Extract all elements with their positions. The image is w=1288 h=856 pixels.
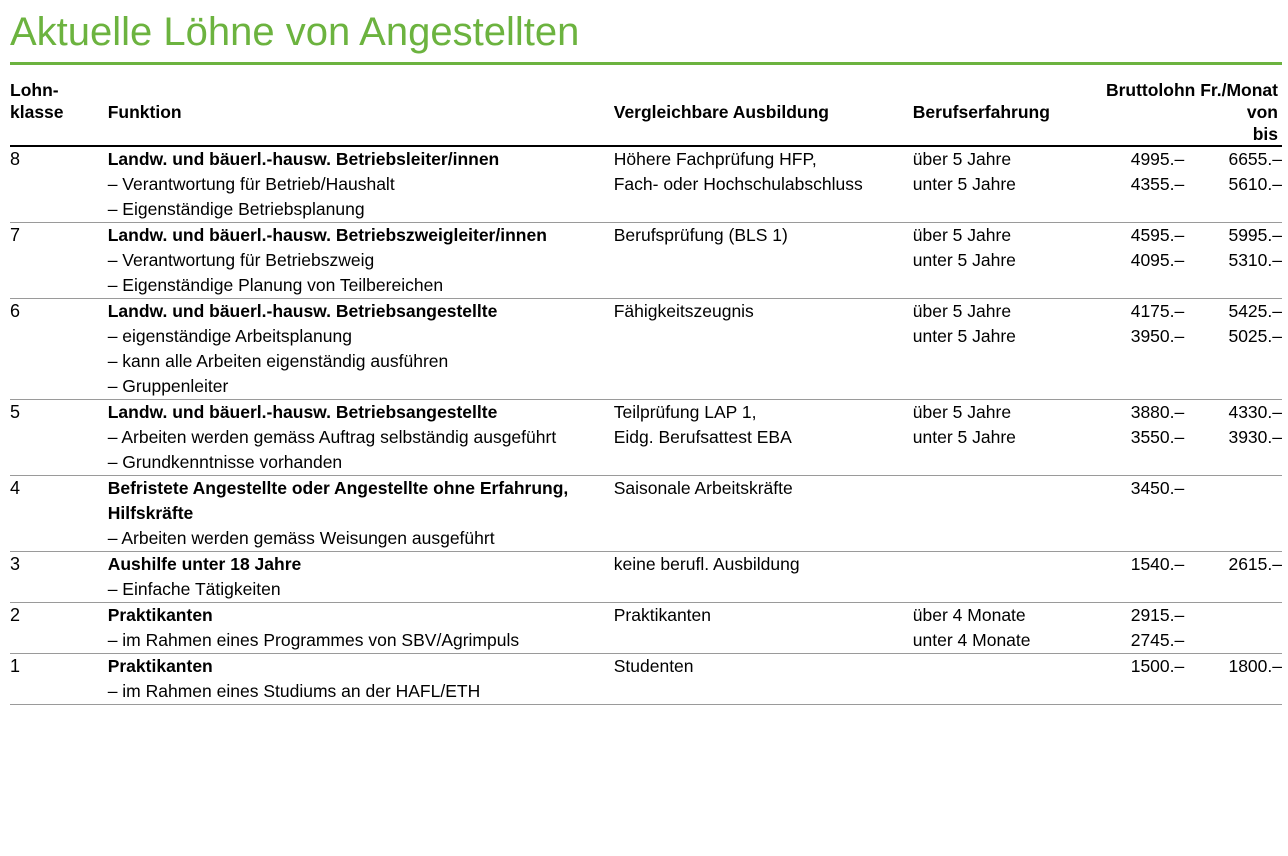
experience-line: unter 5 Jahre: [912, 174, 1016, 194]
education-line: Höhere Fachprüfung HFP,: [613, 149, 817, 169]
cell-function: [108, 223, 614, 299]
function-bullet: – Arbeiten werden gemäss Weisungen ausgeführt: [107, 528, 495, 548]
cell-experience: [913, 603, 1085, 654]
education-line: keine berufl. Ausbildung: [613, 554, 800, 574]
cell-experience: [913, 223, 1085, 299]
function-bullet: – im Rahmen eines Studiums an der HAFL/ETH: [107, 681, 481, 701]
wage-table-page: [0, 8, 1288, 856]
experience-line: unter 5 Jahre: [912, 326, 1016, 346]
function-bullet: – kann alle Arbeiten eigenständig ausführen: [107, 351, 449, 371]
cell-experience: [913, 476, 1085, 552]
cell-experience: [913, 654, 1085, 705]
wage-to-value: 6655.–: [1228, 149, 1282, 169]
education-line: Berufsprüfung (BLS 1): [613, 225, 788, 245]
cell-wage-to: [1188, 299, 1282, 400]
education-line: Praktikanten: [613, 605, 712, 625]
cell-function: [108, 476, 614, 552]
wage-from-value: 4175.–: [1130, 301, 1185, 321]
function-bullet: – Eigenständige Betriebsplanung: [107, 199, 365, 219]
cell-experience: [913, 552, 1085, 603]
cell-education: [614, 146, 913, 223]
function-bullet: – Verantwortung für Betriebszweig: [107, 250, 375, 270]
header-class-line1: Lohn-: [10, 80, 59, 100]
cell-wage-to: [1188, 476, 1282, 552]
cell-experience: [913, 400, 1085, 476]
education-line: Studenten: [613, 656, 694, 676]
wage-from-value: 3550.–: [1130, 427, 1185, 447]
experience-line: unter 4 Monate: [912, 630, 1031, 650]
table-row: [10, 654, 1282, 705]
function-title: Praktikanten: [107, 605, 213, 625]
table-row: [10, 476, 1282, 552]
cell-experience: [913, 146, 1085, 223]
wage-from-value: 3950.–: [1130, 326, 1185, 346]
cell-function: [108, 654, 614, 705]
function-title: Aushilfe unter 18 Jahre: [107, 554, 302, 574]
cell-wage-class: 7: [10, 225, 21, 245]
cell-wage-from: [1085, 400, 1189, 476]
function-title: Befristete Angestellte oder Angestellte ohne Erfahrung, Hilfskräfte: [107, 478, 569, 523]
header-education-label: Vergleichbare Ausbildung: [613, 102, 829, 122]
table-row: [10, 603, 1282, 654]
cell-function: [108, 603, 614, 654]
cell-wage-to: [1188, 223, 1282, 299]
cell-education: [614, 552, 913, 603]
page-title: Aktuelle Löhne von Angestellten: [10, 10, 580, 54]
education-line: Fähigkeitszeugnis: [613, 301, 754, 321]
experience-line: über 5 Jahre: [912, 402, 1012, 422]
function-bullet: – Grundkenntnisse vorhanden: [107, 452, 343, 472]
cell-wage-to: [1188, 400, 1282, 476]
cell-wage-to: [1188, 146, 1282, 223]
cell-wage-class: 3: [10, 554, 21, 574]
wage-from-value: 3450.–: [1130, 478, 1185, 498]
education-line: Teilprüfung LAP 1,: [613, 402, 757, 422]
function-title: Landw. und bäuerl.-hausw. Betriebsangestellte: [107, 402, 498, 422]
cell-wage-from: [1085, 476, 1189, 552]
wage-to-value: 2615.–: [1228, 554, 1282, 574]
cell-education: [614, 400, 913, 476]
table-row: [10, 552, 1282, 603]
cell-experience: [913, 299, 1085, 400]
function-title: Landw. und bäuerl.-hausw. Betriebsleiter/innen: [107, 149, 500, 169]
cell-wage-from: [1085, 299, 1189, 400]
experience-line: über 5 Jahre: [912, 149, 1012, 169]
cell-function: [108, 299, 614, 400]
cell-wage-from: [1085, 146, 1189, 223]
wage-to-value: 5995.–: [1228, 225, 1282, 245]
table-header-row: [10, 79, 1282, 145]
wage-from-value: 2745.–: [1130, 630, 1185, 650]
header-education: [614, 79, 913, 145]
experience-line: über 5 Jahre: [912, 225, 1012, 245]
header-experience-label: Berufserfahrung: [912, 102, 1050, 122]
wage-to-value: 5025.–: [1228, 326, 1282, 346]
cell-wage-class: 6: [10, 301, 21, 321]
title-divider: [10, 62, 1282, 65]
header-gross-wage-label: Bruttolohn Fr./Monat: [1105, 80, 1278, 100]
function-bullet: – Einfache Tätigkeiten: [107, 579, 281, 599]
wage-from-value: 4355.–: [1130, 174, 1185, 194]
wage-from-value: 1500.–: [1130, 656, 1185, 676]
header-class-line2: klasse: [10, 102, 64, 122]
cell-wage-to: [1188, 654, 1282, 705]
experience-line: über 4 Monate: [912, 605, 1026, 625]
header-from: von: [1246, 102, 1278, 122]
cell-wage-from: [1085, 654, 1189, 705]
wage-from-value: 4595.–: [1130, 225, 1185, 245]
education-line: Fach- oder Hochschulabschluss: [613, 174, 863, 194]
cell-wage-class: 2: [10, 605, 21, 625]
cell-function: [108, 400, 614, 476]
wage-to-value: 4330.–: [1228, 402, 1282, 422]
wage-from-value: 3880.–: [1130, 402, 1185, 422]
bottom-divider: [10, 704, 1282, 705]
cell-function: [108, 552, 614, 603]
function-title: Praktikanten: [107, 656, 213, 676]
cell-education: [614, 603, 913, 654]
cell-wage-from: [1085, 552, 1189, 603]
wage-from-value: 1540.–: [1130, 554, 1185, 574]
table-row: [10, 299, 1282, 400]
wage-from-value: 2915.–: [1130, 605, 1185, 625]
wage-table: [10, 79, 1282, 704]
wage-to-value: 3930.–: [1228, 427, 1282, 447]
function-title: Landw. und bäuerl.-hausw. Betriebsangestellte: [107, 301, 498, 321]
function-bullet: – Gruppenleiter: [107, 376, 229, 396]
cell-wage-to: [1188, 603, 1282, 654]
header-experience: [913, 79, 1085, 145]
table-row: [10, 223, 1282, 299]
wage-to-value: 5310.–: [1228, 250, 1282, 270]
header-class: [10, 79, 108, 145]
wage-to-value: 5610.–: [1228, 174, 1282, 194]
function-title: Landw. und bäuerl.-hausw. Betriebszweigleiter/innen: [107, 225, 547, 245]
cell-education: [614, 223, 913, 299]
function-bullet: – Verantwortung für Betrieb/Haushalt: [107, 174, 395, 194]
cell-education: [614, 654, 913, 705]
wage-to-value: 5425.–: [1228, 301, 1282, 321]
wage-to-value: 1800.–: [1228, 656, 1282, 676]
cell-education: [614, 299, 913, 400]
experience-line: über 5 Jahre: [912, 301, 1012, 321]
header-to: bis: [1252, 124, 1278, 144]
experience-line: unter 5 Jahre: [912, 250, 1016, 270]
header-function-label: Funktion: [107, 102, 182, 122]
header-function: [108, 79, 614, 145]
header-gross-wage: [1085, 79, 1282, 145]
wage-table-body: [10, 79, 1282, 146]
function-bullet: – Eigenständige Planung von Teilbereichen: [107, 275, 444, 295]
cell-wage-from: [1085, 223, 1189, 299]
cell-education: [614, 476, 913, 552]
experience-line: unter 5 Jahre: [912, 427, 1016, 447]
education-line: Saisonale Arbeitskräfte: [613, 478, 793, 498]
wage-rows: [10, 146, 1282, 704]
cell-wage-class: 4: [10, 478, 21, 498]
function-bullet: – im Rahmen eines Programmes von SBV/Agrimpuls: [107, 630, 520, 650]
wage-from-value: 4995.–: [1130, 149, 1185, 169]
function-bullet: – Arbeiten werden gemäss Auftrag selbständig ausgeführt: [107, 427, 557, 447]
cell-wage-from: [1085, 603, 1189, 654]
cell-function: [108, 146, 614, 223]
cell-wage-to: [1188, 552, 1282, 603]
table-row: [10, 146, 1282, 223]
wage-from-value: 4095.–: [1130, 250, 1185, 270]
function-bullet: – eigenständige Arbeitsplanung: [107, 326, 352, 346]
cell-wage-class: 5: [10, 402, 21, 422]
cell-wage-class: 8: [10, 149, 21, 169]
education-line: Eidg. Berufsattest EBA: [613, 427, 792, 447]
cell-wage-class: 1: [10, 656, 21, 676]
table-row: [10, 400, 1282, 476]
